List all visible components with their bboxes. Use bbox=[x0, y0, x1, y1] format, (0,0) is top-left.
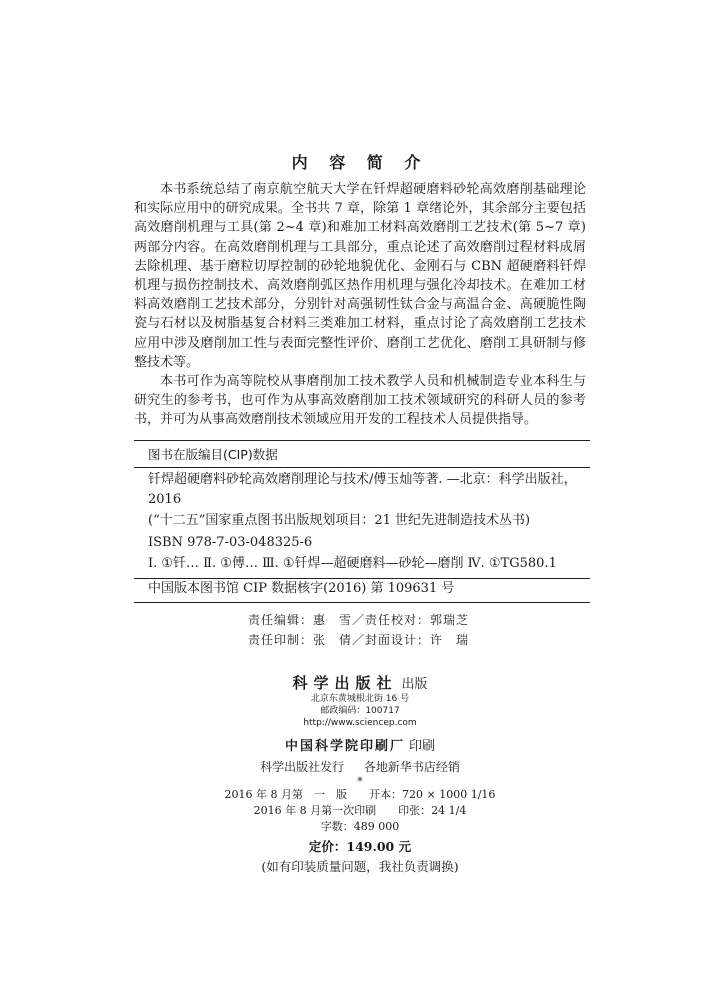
word-count: 字数：489 000 bbox=[320, 820, 400, 833]
abstract-paragraph: 本书可作为高等院校从事磨削加工技术教学人员和机械制造专业本科生与研究生的参考书，也可作为从事高效磨削加工技术领域研究的科研人员的参考书，并可为从事高效磨削技术领域应用开发的工程技术人员提供指导。 bbox=[134, 374, 586, 428]
publisher-address: 北京东黄城根北街 16 号 bbox=[310, 694, 410, 704]
price: 定价：149.00 元 bbox=[308, 839, 412, 854]
issuer: 科学出版社发行 bbox=[260, 760, 345, 774]
cip-record bbox=[134, 470, 590, 603]
editor-credits-line: 责任印制：张 倩／封面设计：许 瑞 bbox=[248, 633, 470, 647]
publisher-postcode: 邮政编码：100717 bbox=[320, 706, 400, 716]
edition-info: 2016 年 8 月第 一 版 开本：720 × 1000 1/16 bbox=[224, 788, 496, 801]
abstract bbox=[134, 180, 586, 430]
cip-series-line: (“十二五”国家重点图书出版规划项目：21 世纪先进制造技术丛书) bbox=[148, 513, 531, 528]
cip-divider bbox=[134, 602, 590, 603]
cip-header: 图书在版编目(CIP)数据 bbox=[134, 440, 590, 468]
editor-credits bbox=[248, 610, 469, 650]
cip-isbn-line: ISBN 978-7-03-048325-6 bbox=[148, 534, 313, 550]
editor-credits-line: 责任编辑：惠 雪／责任校对：郭瑞芝 bbox=[248, 613, 470, 627]
publisher-block bbox=[0, 672, 720, 875]
printer-name: 中国科学院印刷厂 bbox=[284, 739, 405, 754]
quality-note: (如有印装质量问题，我社负责调换) bbox=[261, 859, 459, 874]
publisher-name: 科学出版社 bbox=[292, 674, 398, 692]
cip-classification-line: Ⅰ. ①钎… Ⅱ. ①傅… Ⅲ. ①钎焊—超硬磨料—砂轮—磨削 Ⅳ. ①TG580.1 bbox=[148, 556, 557, 571]
printer-suffix: 印刷 bbox=[409, 739, 436, 754]
printing-info: 2016 年 8 月第一次印刷 印张：24 1/4 bbox=[253, 804, 467, 817]
separator-star: * bbox=[357, 775, 363, 788]
abstract-paragraph: 本书系统总结了南京航空航天大学在钎焊超硬磨料砂轮高效磨削基础理论和实际应用中的研究成果。全书共 7 章，除第 1 章绪论外，其余部分主要包括高效磨削机理与工具(第 2~4 章)和难加工材料高效磨削工艺技术(第 5~7 章)两部分内容。在高效磨削机理与工具部分，重点论述了高效磨削过程材料成屑去除机理、基于磨粒切厚控制的砂轮地貌优化、金刚石与 CBN 超硬磨料钎焊机理与损伤控制技术、高效磨削弧区热作用机理与强化冷却技术。在难加工材料高效磨削工艺技术部分，分别针对高强韧性钛合金与高温合金、高硬脆性陶瓷与石材以及树脂基复合材料三类难加工材料，重点讨论了高效磨削工艺技术应用中涉及磨削加工性与表面完整性评价、磨削工艺优化、磨削工具研制与修整技术等。 bbox=[134, 182, 586, 370]
publisher-url: http://www.sciencep.com bbox=[303, 718, 417, 728]
page-title: 内 容 简 介 bbox=[291, 153, 429, 172]
cip-cn-record: 中国版本图书馆 CIP 数据核字(2016) 第 109631 号 bbox=[148, 580, 455, 596]
distributor: 各地新华书店经销 bbox=[363, 760, 460, 774]
publisher-suffix: 出版 bbox=[401, 677, 428, 692]
cip-title-line: 钎焊超硬磨料砂轮高效磨削理论与技术/傅玉灿等著. —北京：科学出版社，2016 bbox=[148, 472, 577, 507]
